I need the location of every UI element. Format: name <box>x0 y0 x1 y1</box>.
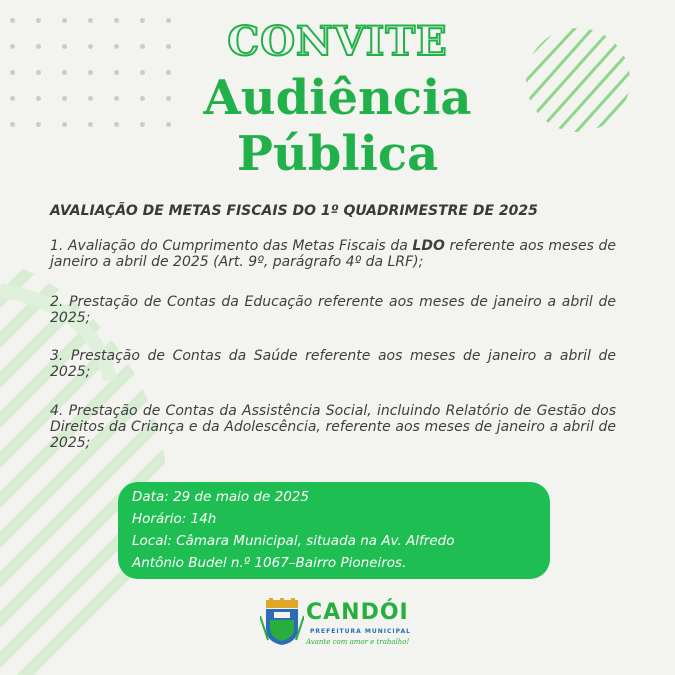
event-details-box <box>118 482 550 579</box>
coat-of-arms-icon <box>260 598 304 646</box>
agenda-item-1-text-end: referente aos meses de janeiro a abril de 2025 (Art. 9º, parágrafo 4º da LRF); <box>50 238 616 270</box>
event-location-address: Antônio Budel n.º 1067–Bairro Pioneiros. <box>132 555 407 571</box>
event-date: Data: 29 de maio de 2025 <box>132 489 309 505</box>
logo-name: CANDÓI <box>306 600 409 625</box>
event-time: Horário: 14h <box>132 511 217 527</box>
agenda-item-1 <box>50 238 616 270</box>
logo-motto: Avante com amor e trabalho! <box>306 638 410 646</box>
invitation-kicker: CONVITE <box>227 18 448 65</box>
agenda-subtitle: AVALIAÇÃO DE METAS FISCAIS DO 1º QUADRIMESTRE DE 2025 <box>50 203 538 219</box>
municipality-logo <box>258 596 411 656</box>
page-title-line-1: Audiência <box>203 70 472 126</box>
logo-subtitle: PREFEITURA MUNICIPAL <box>310 628 411 635</box>
event-location: Local: Câmara Municipal, situada na Av. Alfredo <box>132 533 455 549</box>
agenda-item-4: 4. Prestação de Contas da Assistência Social, incluindo Relatório de Gestão dos Direitos da Criança e da Adolescência, referente aos meses de janeiro a abril de 2025; <box>50 403 616 451</box>
agenda-item-3: 3. Prestação de Contas da Saúde referente aos meses de janeiro a abril de 2025; <box>50 348 616 380</box>
page-title-line-2: Pública <box>236 126 439 182</box>
agenda-item-1-bold: LDO <box>412 238 445 254</box>
agenda-item-1-text: 1. Avaliação do Cumprimento das Metas Fiscais da <box>50 238 413 254</box>
agenda-item-2: 2. Prestação de Contas da Educação referente aos meses de janeiro a abril de 2025; <box>50 294 616 326</box>
